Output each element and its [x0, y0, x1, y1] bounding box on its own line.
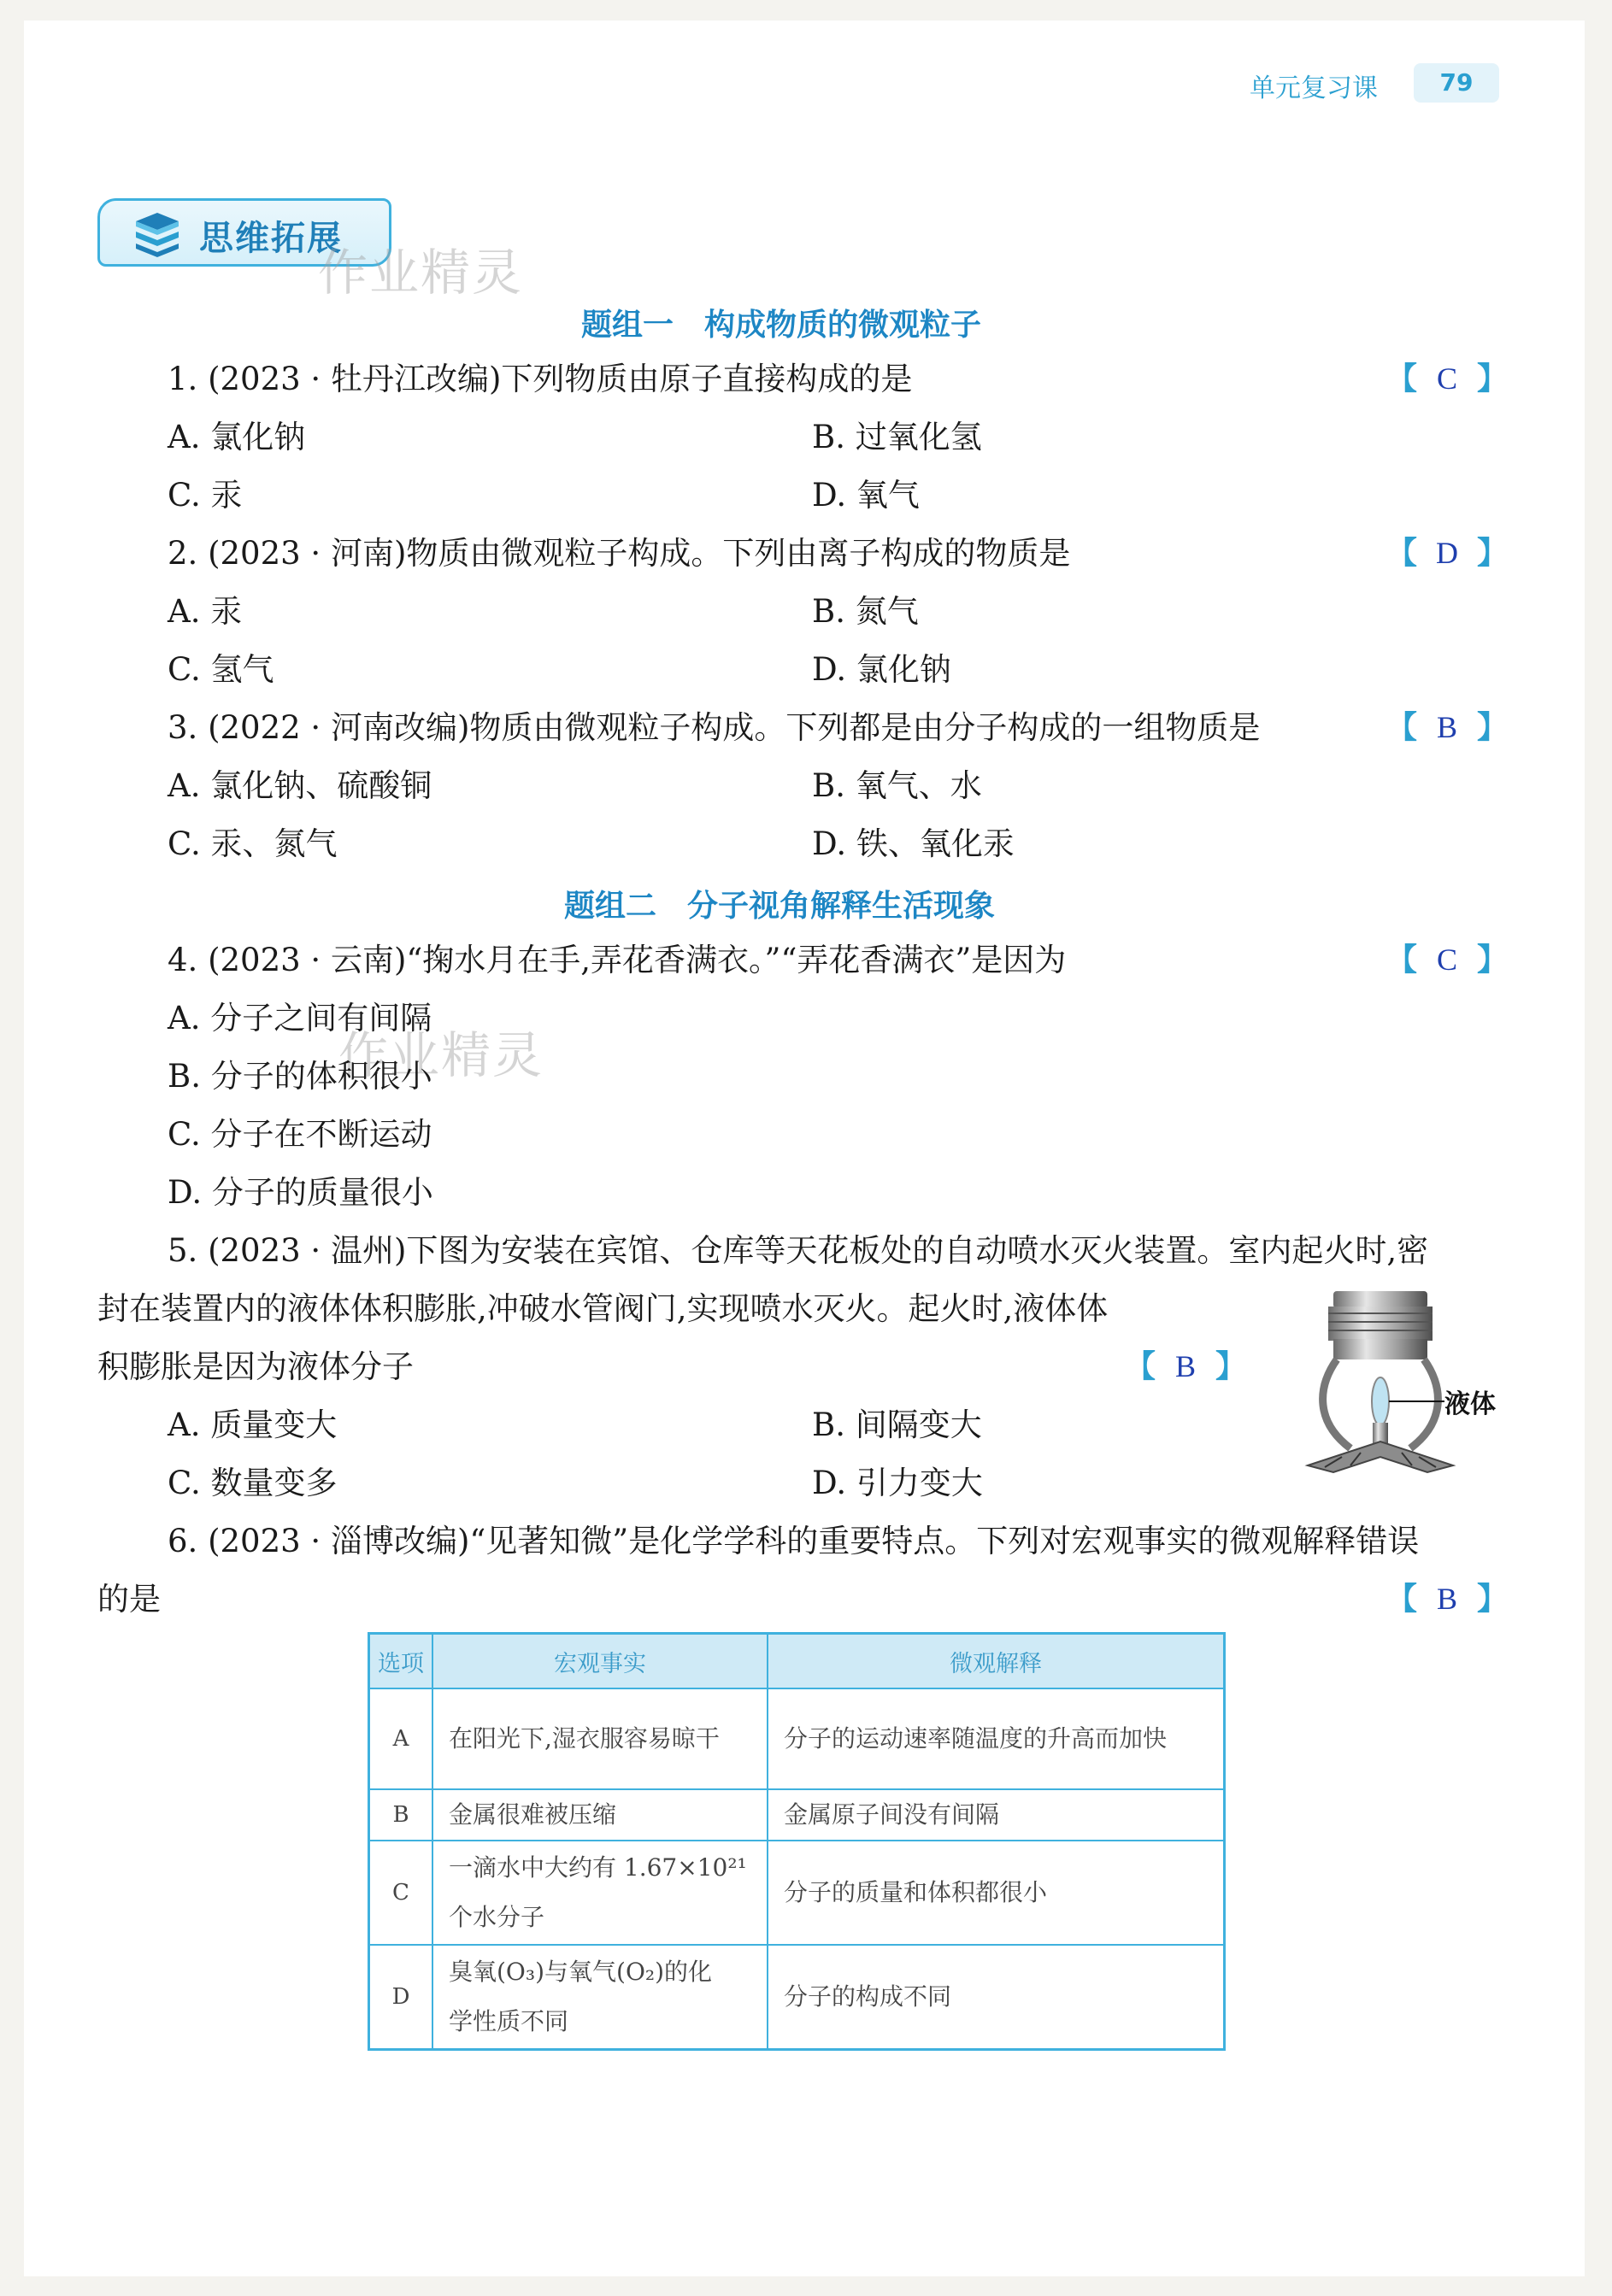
- table-header: 选项: [369, 1634, 433, 1689]
- table-cell-fact: [432, 1688, 768, 1789]
- table-cell-option: C: [369, 1841, 433, 1945]
- table-row: [369, 1688, 1225, 1789]
- table-header: 宏观事实: [432, 1634, 768, 1689]
- answer-bracket: 【 B 】: [1386, 710, 1509, 745]
- books-icon: [131, 213, 184, 257]
- option: B. 氮气: [812, 593, 919, 630]
- option: C. 汞: [168, 477, 243, 514]
- table-header: 微观解释: [768, 1634, 1225, 1689]
- option: C. 数量变多: [168, 1465, 338, 1501]
- table-row: [369, 1945, 1225, 2049]
- table-cell-explanation: 金属原子间没有间隔: [768, 1789, 1225, 1841]
- option: C. 分子在不断运动: [168, 1116, 432, 1153]
- group-heading: 题组一 构成物质的微观粒子: [581, 308, 982, 343]
- option: C. 氢气: [168, 651, 274, 688]
- option: A. 汞: [168, 593, 243, 630]
- option: D. 氯化钠: [812, 651, 951, 688]
- answer-bracket: 【 D 】: [1386, 536, 1509, 571]
- table-row: [369, 1789, 1225, 1841]
- answer-bracket: 【 B 】: [1386, 1582, 1509, 1617]
- table-header-row: [369, 1634, 1225, 1689]
- option: D. 铁、氧化汞: [812, 825, 1015, 862]
- table-cell-option: B: [369, 1789, 433, 1841]
- answer-value: B: [1175, 1349, 1197, 1383]
- fact-line: 一滴水中大约有 1.67×10²¹: [449, 1853, 747, 1882]
- option: A. 氯化钠: [168, 419, 306, 455]
- table-cell-option: D: [369, 1945, 433, 2049]
- option: B. 氧气、水: [812, 767, 982, 804]
- page-number: 79: [1414, 63, 1499, 103]
- question-stem-continued: 封在装置内的液体体积膨胀,冲破水管阀门,实现喷水灭火。起火时,液体体: [97, 1290, 1109, 1327]
- option: D. 氧气: [812, 477, 920, 514]
- option: C. 汞、氮气: [168, 825, 338, 862]
- table-cell-explanation: 分子的构成不同: [768, 1945, 1225, 2049]
- option: A. 质量变大: [168, 1406, 338, 1443]
- fact-line: 在阳光下,湿衣服容易晾干: [449, 1724, 720, 1753]
- fact-line: 臭氧(O₃)与氧气(O₂)的化: [449, 1957, 713, 1986]
- figure-label: 液体: [1444, 1389, 1496, 1419]
- option: D. 分子的质量很小: [168, 1174, 433, 1211]
- watermark: 作业精灵: [338, 1026, 544, 1084]
- table-cell-explanation: 分子的运动速率随温度的升高而加快: [768, 1688, 1225, 1789]
- option: B. 间隔变大: [812, 1406, 982, 1443]
- answer-value: C: [1437, 942, 1458, 977]
- question-stem-continued: 的是: [97, 1581, 161, 1618]
- option: B. 过氧化氢: [812, 419, 982, 455]
- question-stem: 6. (2023 · 淄博改编)“见著知微”是化学学科的重要特点。下列对宏观事实的微观解释错误: [168, 1523, 1420, 1559]
- watermark: 作业精灵: [318, 244, 524, 302]
- answer-bracket: 【 B 】: [1125, 1349, 1247, 1384]
- fact-line: 个水分子: [449, 1903, 545, 1931]
- fact-line: 金属很难被压缩: [449, 1800, 617, 1829]
- answer-value: B: [1437, 710, 1458, 744]
- option: A. 氯化钠、硫酸铜: [168, 767, 432, 804]
- answer-value: D: [1436, 536, 1459, 570]
- question-stem: 3. (2022 · 河南改编)物质由微观粒子构成。下列都是由分子构成的一组物质是: [168, 709, 1261, 746]
- question-stem: 1. (2023 · 牡丹江改编)下列物质由原子直接构成的是: [168, 361, 913, 397]
- table-cell-explanation: 分子的质量和体积都很小: [768, 1841, 1225, 1945]
- table-cell-fact: [432, 1945, 768, 2049]
- explanation-table: [368, 1632, 1226, 2051]
- option: A. 分子之间有间隔: [168, 1000, 432, 1036]
- question-stem: 5. (2023 · 温州)下图为安装在宾馆、仓库等天花板处的自动喷水灭火装置。室内起火时,密: [168, 1232, 1429, 1269]
- header-title: 单元复习课: [1250, 73, 1378, 103]
- option: B. 分子的体积很小: [168, 1058, 432, 1095]
- question-stem: 4. (2023 · 云南)“掬水月在手,弄花香满衣。”“弄花香满衣”是因为: [168, 942, 1067, 978]
- option: D. 引力变大: [812, 1465, 983, 1501]
- answer-bracket: 【 C 】: [1386, 942, 1509, 978]
- question-stem-continued: 积膨胀是因为液体分子: [97, 1348, 414, 1385]
- answer-value: C: [1437, 361, 1458, 396]
- question-stem: 2. (2023 · 河南)物质由微观粒子构成。下列由离子构成的物质是: [168, 535, 1071, 572]
- answer-value: B: [1437, 1582, 1458, 1616]
- answer-bracket: 【 C 】: [1386, 361, 1509, 396]
- group-heading: 题组二 分子视角解释生活现象: [564, 889, 996, 924]
- table-cell-option: A: [369, 1688, 433, 1789]
- table-row: [369, 1841, 1225, 1945]
- table-cell-fact: [432, 1789, 768, 1841]
- section-badge-label: 思维拓展: [199, 219, 343, 258]
- table-cell-fact: [432, 1841, 768, 1945]
- fact-line: 学性质不同: [449, 2006, 569, 2035]
